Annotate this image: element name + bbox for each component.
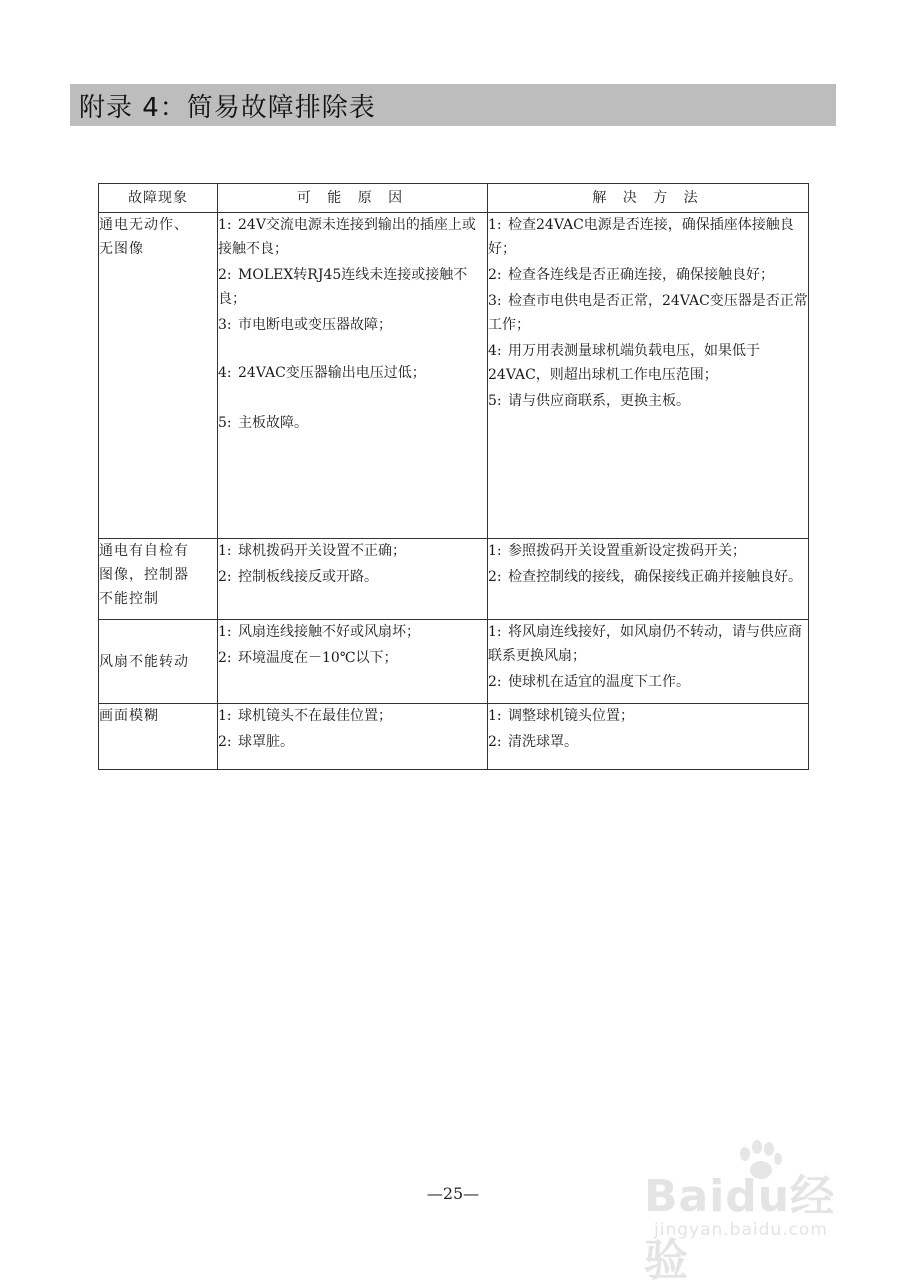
cause-cell xyxy=(218,704,488,770)
item-text: 球罩脏。 xyxy=(238,734,294,750)
cause-list xyxy=(218,213,487,435)
baidu-watermark xyxy=(640,1140,870,1286)
cause-cell xyxy=(218,620,488,704)
item-text: 24VAC变压器输出电压过低； xyxy=(238,365,426,381)
item-number: 1: xyxy=(218,217,232,233)
item-text: 参照拨码开关设置重新设定拨码开关； xyxy=(508,543,746,559)
troubleshooting-table xyxy=(98,183,809,770)
list-item xyxy=(218,704,487,728)
cause-list xyxy=(218,620,487,670)
fix-cell xyxy=(488,213,809,539)
list-item xyxy=(218,313,487,337)
page-title: 附录 4：简易故障排除表 xyxy=(79,92,376,123)
item-number: 2: xyxy=(218,267,232,283)
table-row xyxy=(99,213,809,539)
cause-cell xyxy=(218,213,488,539)
list-item xyxy=(488,730,808,754)
item-text: 球机拨码开关设置不正确； xyxy=(238,543,406,559)
list-item xyxy=(488,213,808,261)
item-text: 检查24VAC电源是否连接，确保插座体接触良好； xyxy=(488,217,794,257)
list-item xyxy=(488,565,808,589)
list-item xyxy=(488,670,808,694)
item-number: 1: xyxy=(488,624,502,640)
item-number: 3: xyxy=(488,293,502,309)
fix-cell xyxy=(488,620,809,704)
item-text: 检查市电供电是否正常，24VAC变压器是否正常工作； xyxy=(488,293,808,333)
cause-list xyxy=(218,539,487,589)
symptom-cell xyxy=(99,704,218,770)
symptom-text: 画面模糊 xyxy=(99,708,159,724)
header-cause: 可 能 原 因 xyxy=(218,184,488,213)
symptom-cell xyxy=(99,213,218,539)
list-item xyxy=(218,263,487,311)
title-bar xyxy=(70,84,836,126)
list-item xyxy=(218,565,487,589)
item-number: 1: xyxy=(218,543,232,559)
list-item xyxy=(218,361,487,385)
symptom-text: 风扇不能转动 xyxy=(99,653,189,670)
item-number: 1: xyxy=(218,708,232,724)
item-text: 风扇连线接触不好或风扇坏； xyxy=(238,624,420,640)
item-number: 4: xyxy=(218,365,232,381)
list-item xyxy=(488,704,808,728)
item-number: 4: xyxy=(488,343,502,359)
table-row xyxy=(99,620,809,704)
list-item xyxy=(488,339,808,387)
page-number: —25— xyxy=(426,1184,480,1203)
item-text: 主板故障。 xyxy=(238,415,308,431)
symptom-cell xyxy=(99,620,218,704)
item-number: 2: xyxy=(218,650,232,666)
fix-list xyxy=(488,704,808,754)
item-number: 1: xyxy=(488,543,502,559)
symptom-cell xyxy=(99,539,218,620)
item-text: 24V交流电源未连接到输出的插座上或接触不良； xyxy=(218,217,476,257)
item-number: 2: xyxy=(488,734,502,750)
item-number: 2: xyxy=(218,734,232,750)
watermark-url: jingyan.baidu.com xyxy=(654,1220,828,1240)
list-item xyxy=(218,646,487,670)
table-header-row xyxy=(99,184,809,213)
item-text: 检查控制线的接线，确保接线正确并接触良好。 xyxy=(508,569,802,585)
item-number: 2: xyxy=(488,674,502,690)
item-text: 用万用表测量球机端负载电压，如果低于24VAC，则超出球机工作电压范围； xyxy=(488,343,760,383)
item-text: 环境温度在－10℃以下； xyxy=(238,650,398,666)
item-number: 1: xyxy=(488,217,502,233)
item-text: 清洗球罩。 xyxy=(508,734,578,750)
item-text: 控制板线接反或开路。 xyxy=(238,569,378,585)
watermark-logo: Baidu经验 xyxy=(644,1171,836,1286)
item-number: 2: xyxy=(488,569,502,585)
cause-list xyxy=(218,704,487,754)
fix-cell xyxy=(488,704,809,770)
symptom-text: 通电有自检有 图像，控制器 不能控制 xyxy=(99,543,189,607)
item-number: 5: xyxy=(218,415,232,431)
fix-list xyxy=(488,620,808,694)
item-number: 2: xyxy=(218,569,232,585)
header-fix: 解 决 方 法 xyxy=(488,184,809,213)
item-number: 1: xyxy=(218,624,232,640)
list-item xyxy=(488,263,808,287)
cause-cell xyxy=(218,539,488,620)
item-number: 5: xyxy=(488,393,502,409)
list-item xyxy=(218,730,487,754)
item-text: 调整球机镜头位置； xyxy=(508,708,634,724)
list-item xyxy=(488,620,808,668)
list-item xyxy=(488,289,808,337)
item-number: 2: xyxy=(488,267,502,283)
table-row xyxy=(99,539,809,620)
symptom-text: 通电无动作、 无图像 xyxy=(99,217,189,257)
fix-cell xyxy=(488,539,809,620)
item-number: 3: xyxy=(218,317,232,333)
list-item xyxy=(218,213,487,261)
list-item xyxy=(218,539,487,563)
table-row xyxy=(99,704,809,770)
list-item xyxy=(488,389,808,413)
item-text: 将风扇连线接好，如风扇仍不转动，请与供应商联系更换风扇； xyxy=(488,624,802,664)
list-item xyxy=(218,411,487,435)
item-text: MOLEX转RJ45连线未连接或接触不良； xyxy=(218,267,468,307)
list-item xyxy=(218,620,487,644)
fix-list xyxy=(488,213,808,413)
item-text: 球机镜头不在最佳位置； xyxy=(238,708,392,724)
item-text: 使球机在适宜的温度下工作。 xyxy=(508,674,690,690)
list-item xyxy=(488,539,808,563)
item-text: 市电断电或变压器故障； xyxy=(238,317,392,333)
fix-list xyxy=(488,539,808,589)
header-symptom: 故障现象 xyxy=(99,184,218,213)
item-number: 1: xyxy=(488,708,502,724)
item-text: 检查各连线是否正确连接，确保接触良好； xyxy=(508,267,774,283)
item-text: 请与供应商联系，更换主板。 xyxy=(508,393,690,409)
